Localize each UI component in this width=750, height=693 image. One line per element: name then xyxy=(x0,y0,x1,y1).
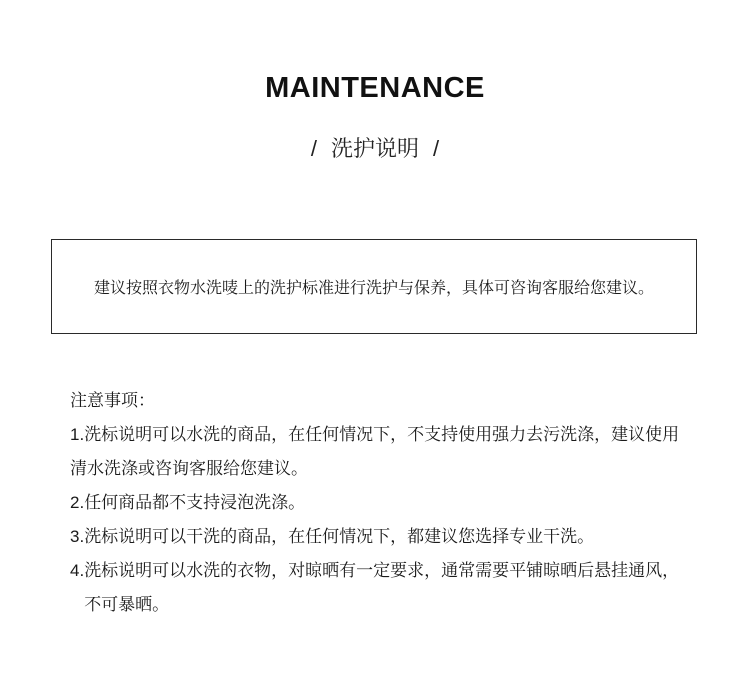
note-item-1 xyxy=(70,418,690,486)
notice-text: 建议按照衣物水洗唛上的洗护标准进行洗护与保养，具体可咨询客服给您建议。 xyxy=(93,278,654,297)
subtitle-slash-left: / xyxy=(310,136,317,161)
note-item-4 xyxy=(70,554,690,622)
note-number: 2. xyxy=(70,493,85,512)
note-number: 3. xyxy=(70,527,85,546)
notes-section xyxy=(70,384,690,622)
note-number: 1. xyxy=(70,425,85,444)
page-subtitle xyxy=(0,132,750,163)
note-item-3 xyxy=(70,520,690,554)
note-text: 洗标说明可以水洗的商品，在任何情况下，不支持使用强力去污洗涤，建议使用清水洗涤或咨询客服给您建议。 xyxy=(70,425,680,479)
page-title: MAINTENANCE xyxy=(265,72,485,104)
note-number: 4. xyxy=(70,561,85,580)
subtitle-text: 洗护说明 xyxy=(330,137,419,162)
note-text: 任何商品都不支持浸泡洗涤。 xyxy=(84,493,306,513)
note-text: 洗标说明可以水洗的衣物，对晾晒有一定要求，通常需要平铺晾晒后悬挂通风，不可暴晒。 xyxy=(84,561,680,615)
note-text: 洗标说明可以干洗的商品，在任何情况下，都建议您选择专业干洗。 xyxy=(84,527,595,547)
notes-heading: 注意事项： xyxy=(70,391,155,411)
notice-box xyxy=(51,239,697,334)
subtitle-slash-right: / xyxy=(433,136,440,161)
note-item-2 xyxy=(70,486,690,520)
